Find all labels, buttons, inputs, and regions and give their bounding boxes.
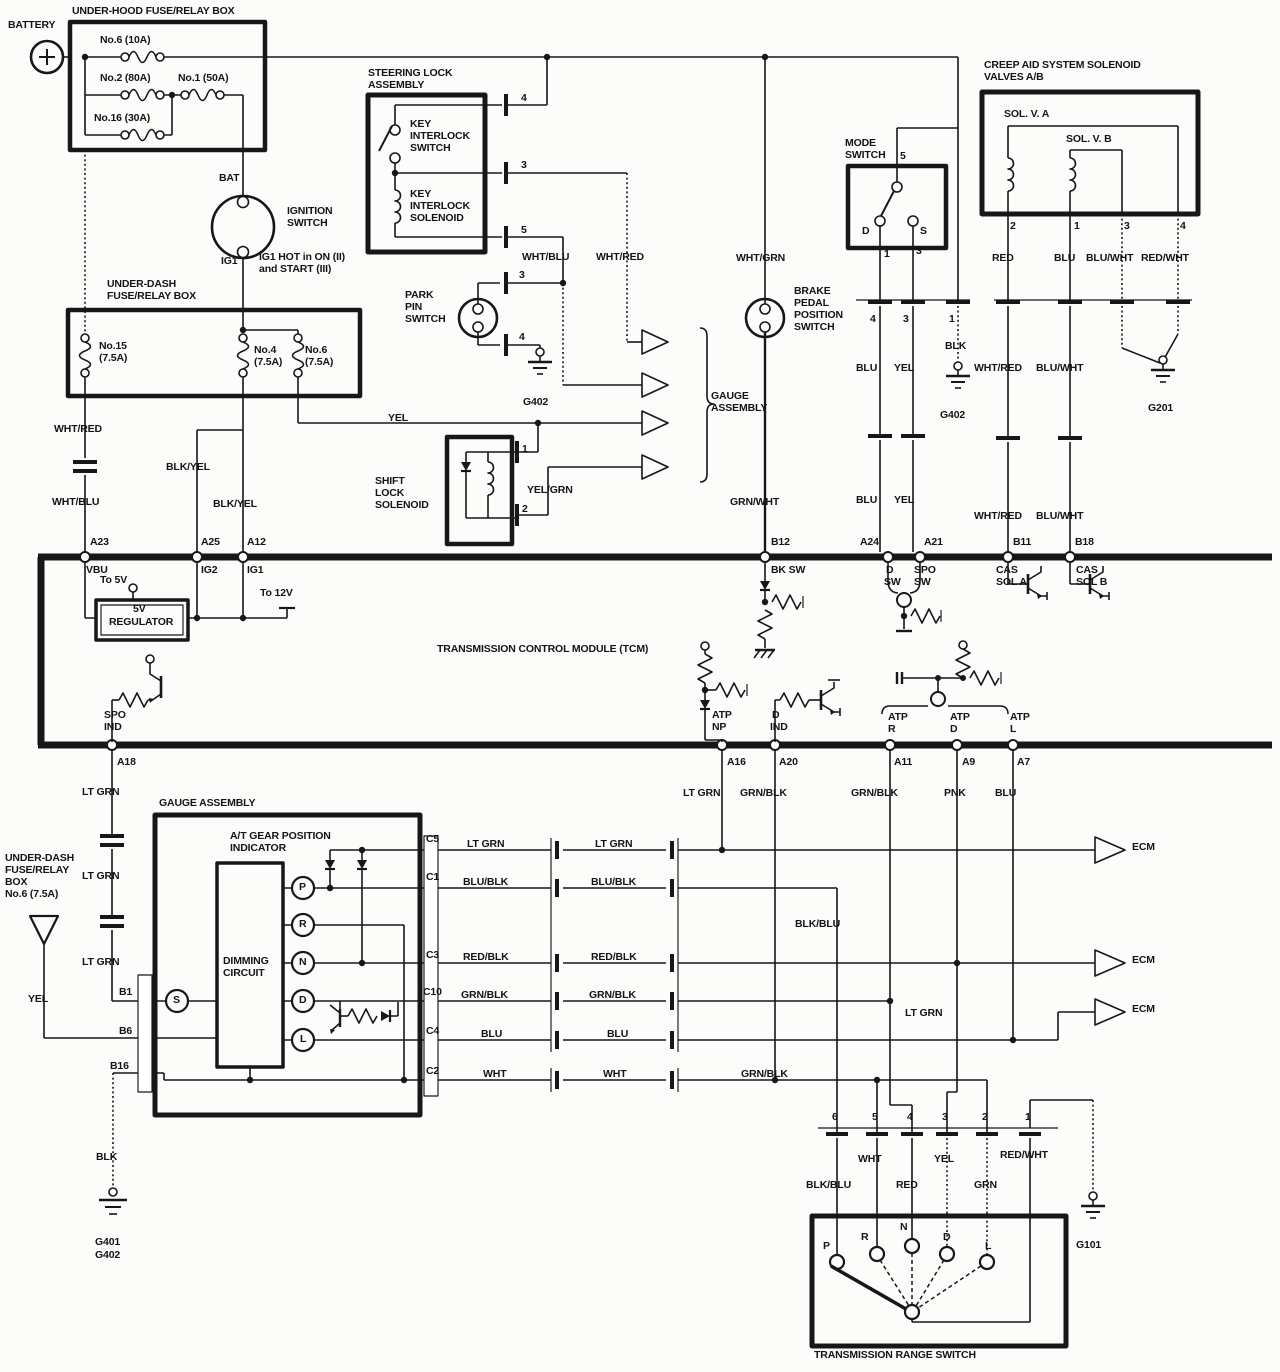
label-s: S xyxy=(920,225,927,237)
label-wht-red: WHT/RED xyxy=(974,510,1022,522)
label-blu: BLU xyxy=(607,1028,629,1040)
label-blu-wht: BLU/WHT xyxy=(1086,252,1134,264)
label-no-6-10a: No.6 (10A) xyxy=(100,34,151,46)
ecm-triangles xyxy=(1095,837,1125,1025)
label-fuse-relay-box: FUSE/RELAY BOX xyxy=(107,290,196,302)
label-c5: C5 xyxy=(426,833,440,845)
label-regulator: REGULATOR xyxy=(109,616,174,628)
label-d: D xyxy=(299,994,307,1006)
label-switch: SWITCH xyxy=(845,149,886,161)
label-blu: BLU xyxy=(856,494,878,506)
label-r: R xyxy=(861,1231,869,1243)
label-blu: BLU xyxy=(481,1028,503,1040)
label-a25: A25 xyxy=(201,536,220,548)
label-s: S xyxy=(173,994,180,1006)
label-no-6: No.6 xyxy=(305,344,328,356)
label-grn-blk: GRN/BLK xyxy=(589,989,636,1001)
label-lt-grn: LT GRN xyxy=(467,838,505,850)
label-2: 2 xyxy=(522,503,528,515)
label-g402: G402 xyxy=(523,396,549,408)
label-red: RED xyxy=(992,252,1014,264)
label-l: L xyxy=(1010,723,1017,735)
label-b16: B16 xyxy=(110,1060,129,1072)
label-to-5v: To 5V xyxy=(100,574,128,586)
label-position: POSITION xyxy=(794,309,843,321)
label-1: 1 xyxy=(1025,1111,1031,1123)
label-d: D xyxy=(886,564,894,576)
label-interlock: INTERLOCK xyxy=(410,130,470,142)
label-lt-grn: LT GRN xyxy=(905,1007,943,1019)
label-5: 5 xyxy=(872,1111,878,1123)
label-solenoid: SOLENOID xyxy=(375,499,429,511)
label-cas: CAS xyxy=(996,564,1018,576)
label-grn: GRN xyxy=(974,1179,997,1191)
transmission-range-switch xyxy=(812,1138,1066,1346)
label-ind: IND xyxy=(104,721,122,733)
label-p: P xyxy=(299,881,306,893)
label-wht-grn: WHT/GRN xyxy=(736,252,786,264)
label-7-5a: (7.5A) xyxy=(305,356,334,368)
label-blk: BLK xyxy=(96,1151,118,1163)
brake-pedal-position-switch xyxy=(746,57,784,553)
label-3: 3 xyxy=(916,245,922,257)
label-ig1: IG1 xyxy=(221,255,238,267)
label-battery: BATTERY xyxy=(8,19,56,31)
label-park: PARK xyxy=(405,289,434,301)
label-l: L xyxy=(300,1033,307,1045)
label-g402: G402 xyxy=(95,1249,121,1261)
label-1: 1 xyxy=(1074,220,1080,232)
label-blu-wht: BLU/WHT xyxy=(1036,510,1084,522)
label-ig2: IG2 xyxy=(201,564,218,576)
label-dimming: DIMMING xyxy=(223,955,269,967)
label-5v: 5V xyxy=(133,603,146,615)
label-red-blk: RED/BLK xyxy=(591,951,637,963)
label-r: R xyxy=(888,723,896,735)
gauge-assembly-amplifiers xyxy=(642,328,714,482)
label-l: L xyxy=(985,1240,992,1252)
label-ecm: ECM xyxy=(1132,954,1155,966)
label-a16: A16 xyxy=(727,756,746,768)
label-d: D xyxy=(772,709,780,721)
label-blk-blu: BLK/BLU xyxy=(806,1179,852,1191)
label-g402: G402 xyxy=(940,409,966,421)
label-valves-a-b: VALVES A/B xyxy=(984,71,1044,83)
label-sol-b: SOL B xyxy=(1076,576,1108,588)
label-n: N xyxy=(900,1221,908,1233)
label-1: 1 xyxy=(949,313,955,325)
label-b6: B6 xyxy=(119,1025,133,1037)
label-4: 4 xyxy=(521,92,527,104)
label-grn-blk: GRN/BLK xyxy=(851,787,898,799)
label-4: 4 xyxy=(1180,220,1186,232)
label-blu-blk: BLU/BLK xyxy=(463,876,509,888)
label-b18: B18 xyxy=(1075,536,1094,548)
label-vbu: VBU xyxy=(86,564,108,576)
label-under-hood-fuse-relay-box: UNDER-HOOD FUSE/RELAY BOX xyxy=(72,5,235,17)
gauge-assembly-box xyxy=(113,815,438,1115)
label-red-blk: RED/BLK xyxy=(463,951,509,963)
label-assembly: ASSEMBLY xyxy=(368,79,425,91)
label-yel-grn: YEL/GRN xyxy=(527,484,573,496)
label-key: KEY xyxy=(410,118,432,130)
label-a21: A21 xyxy=(924,536,943,548)
label-sol-a: SOL A xyxy=(996,576,1027,588)
label-ignition: IGNITION xyxy=(287,205,333,217)
label-bat: BAT xyxy=(219,172,240,184)
label-lt-grn: LT GRN xyxy=(683,787,721,799)
label-transmission-range-switch: TRANSMISSION RANGE SWITCH xyxy=(814,1349,976,1361)
label-4: 4 xyxy=(907,1111,913,1123)
label-3: 3 xyxy=(1124,220,1130,232)
label-wht-red: WHT/RED xyxy=(54,423,102,435)
creep-aid-solenoid-valves xyxy=(982,92,1198,552)
label-lt-grn: LT GRN xyxy=(595,838,633,850)
label-1: 1 xyxy=(522,443,528,455)
vbu-branch xyxy=(73,377,97,552)
label-pnk: PNK xyxy=(944,787,966,799)
label-3: 3 xyxy=(519,269,525,281)
park-pin-switch xyxy=(459,269,566,374)
label-blu: BLU xyxy=(856,362,878,374)
label-cas: CAS xyxy=(1076,564,1098,576)
label-d: D xyxy=(862,225,870,237)
label-a20: A20 xyxy=(779,756,798,768)
label-to-12v: To 12V xyxy=(260,587,293,599)
label-assembly: ASSEMBLY xyxy=(711,402,768,414)
label-grn-blk: GRN/BLK xyxy=(740,787,787,799)
label-4: 4 xyxy=(519,331,525,343)
mode-switch xyxy=(848,57,970,552)
label-yel: YEL xyxy=(388,412,408,424)
label-box: BOX xyxy=(5,876,28,888)
label-pedal: PEDAL xyxy=(794,297,829,309)
label-switch: SWITCH xyxy=(410,142,451,154)
label-a23: A23 xyxy=(90,536,109,548)
label-shift: SHIFT xyxy=(375,475,405,487)
label-p: P xyxy=(823,1240,830,1252)
label-mode: MODE xyxy=(845,137,876,149)
label-c3: C3 xyxy=(426,949,440,961)
label-spo: SPO xyxy=(914,564,936,576)
label-sw: SW xyxy=(884,576,901,588)
label-a18: A18 xyxy=(117,756,136,768)
label-atp: ATP xyxy=(712,709,732,721)
label-c10: C10 xyxy=(423,986,442,998)
label-1: 1 xyxy=(884,248,890,260)
label-brake: BRAKE xyxy=(794,285,831,297)
label-sw: SW xyxy=(914,576,931,588)
label-bk-sw: BK SW xyxy=(771,564,806,576)
label-blk-blu: BLK/BLU xyxy=(795,918,841,930)
label-fuse-relay: FUSE/RELAY xyxy=(5,864,70,876)
label-atp: ATP xyxy=(1010,711,1030,723)
label-c4: C4 xyxy=(426,1025,440,1037)
label-a24: A24 xyxy=(860,536,879,548)
label-steering-lock: STEERING LOCK xyxy=(368,67,453,79)
label-wht-red: WHT/RED xyxy=(974,362,1022,374)
label-ecm: ECM xyxy=(1132,1003,1155,1015)
label-a7: A7 xyxy=(1017,756,1031,768)
label-blu-wht: BLU/WHT xyxy=(1036,362,1084,374)
label-blk: BLK xyxy=(945,340,967,352)
label-creep-aid-system-solenoid: CREEP AID SYSTEM SOLENOID xyxy=(984,59,1141,71)
label-4: 4 xyxy=(870,313,876,325)
label-5: 5 xyxy=(900,150,906,162)
label-circuit: CIRCUIT xyxy=(223,967,265,979)
label-2: 2 xyxy=(982,1111,988,1123)
label-red-wht: RED/WHT xyxy=(1000,1149,1048,1161)
label-np: NP xyxy=(712,721,727,733)
label-7-5a: (7.5A) xyxy=(254,356,283,368)
label-b11: B11 xyxy=(1013,536,1032,548)
label-no-15: No.15 xyxy=(99,340,127,352)
label-3: 3 xyxy=(942,1111,948,1123)
label-yel: YEL xyxy=(934,1153,954,1165)
label-sol-v-b: SOL. V. B xyxy=(1066,133,1112,145)
label-transmission-control-module-tcm: TRANSMISSION CONTROL MODULE (TCM) xyxy=(437,643,649,655)
label-no-16-30a: No.16 (30A) xyxy=(94,112,151,124)
label-indicator: INDICATOR xyxy=(230,842,287,854)
label-atp: ATP xyxy=(888,711,908,723)
label-b12: B12 xyxy=(771,536,790,548)
label-3: 3 xyxy=(521,159,527,171)
label-d: D xyxy=(950,723,958,735)
label-no-2-80a: No.2 (80A) xyxy=(100,72,151,84)
label-lt-grn: LT GRN xyxy=(82,956,120,968)
label-atp: ATP xyxy=(950,711,970,723)
label-7-5a: (7.5A) xyxy=(99,352,128,364)
label-g101: G101 xyxy=(1076,1239,1102,1251)
under-dash-fuse-triangle xyxy=(30,916,138,1038)
label-grn-wht: GRN/WHT xyxy=(730,496,780,508)
label-ig1-hot-in-on-ii: IG1 HOT in ON (II) xyxy=(259,251,345,263)
label-2: 2 xyxy=(1010,220,1016,232)
label-switch: SWITCH xyxy=(287,217,328,229)
label-lt-grn: LT GRN xyxy=(82,870,120,882)
label-red-wht: RED/WHT xyxy=(1141,252,1189,264)
label-n: N xyxy=(299,956,307,968)
label-wht: WHT xyxy=(603,1068,627,1080)
label-blu: BLU xyxy=(1054,252,1076,264)
label-and-start-iii: and START (III) xyxy=(259,263,332,275)
label-ecm: ECM xyxy=(1132,841,1155,853)
label-solenoid: SOLENOID xyxy=(410,212,464,224)
label-blu: BLU xyxy=(995,787,1017,799)
label-wht: WHT xyxy=(858,1153,882,1165)
label-d: D xyxy=(943,1231,951,1243)
label-yel: YEL xyxy=(894,362,914,374)
label-pin: PIN xyxy=(405,301,423,313)
label-no-6-7-5a: No.6 (7.5A) xyxy=(5,888,59,900)
label-blk-yel: BLK/YEL xyxy=(213,498,257,510)
label-ind: IND xyxy=(770,721,788,733)
label-wht-blu: WHT/BLU xyxy=(52,496,100,508)
label-3: 3 xyxy=(903,313,909,325)
label-yel: YEL xyxy=(28,993,48,1005)
label-under-dash: UNDER-DASH xyxy=(5,852,75,864)
label-grn-blk: GRN/BLK xyxy=(741,1068,788,1080)
label-ig1: IG1 xyxy=(247,564,264,576)
label-sol-v-a: SOL. V. A xyxy=(1004,108,1050,120)
label-red: RED xyxy=(896,1179,918,1191)
label-grn-blk: GRN/BLK xyxy=(461,989,508,1001)
label-c2: C2 xyxy=(426,1065,440,1077)
label-a9: A9 xyxy=(962,756,976,768)
label-g401: G401 xyxy=(95,1236,121,1248)
battery-icon xyxy=(31,41,70,73)
label-lt-grn: LT GRN xyxy=(82,786,120,798)
label-a-t-gear-position: A/T GEAR POSITION xyxy=(230,830,331,842)
label-6: 6 xyxy=(832,1111,838,1123)
label-wht: WHT xyxy=(483,1068,507,1080)
label-under-dash: UNDER-DASH xyxy=(107,278,177,290)
label-a12: A12 xyxy=(247,536,266,548)
label-interlock: INTERLOCK xyxy=(410,200,470,212)
label-blk-yel: BLK/YEL xyxy=(166,461,210,473)
label-a11: A11 xyxy=(894,756,913,768)
label-wht-blu: WHT/BLU xyxy=(522,251,570,263)
label-switch: SWITCH xyxy=(405,313,446,325)
blk-ground xyxy=(99,1073,127,1214)
label-g201: G201 xyxy=(1148,402,1174,414)
label-gauge-assembly: GAUGE ASSEMBLY xyxy=(159,797,256,809)
label-c1: C1 xyxy=(426,871,440,883)
label-yel: YEL xyxy=(894,494,914,506)
label-no-1-50a: No.1 (50A) xyxy=(178,72,229,84)
label-gauge: GAUGE xyxy=(711,390,749,402)
label-key: KEY xyxy=(410,188,432,200)
label-no-4: No.4 xyxy=(254,344,277,356)
label-b1: B1 xyxy=(119,986,133,998)
label-spo: SPO xyxy=(104,709,126,721)
label-r: R xyxy=(299,918,307,930)
label-blu-blk: BLU/BLK xyxy=(591,876,637,888)
label-5: 5 xyxy=(521,224,527,236)
label-switch: SWITCH xyxy=(794,321,835,333)
label-wht-red: WHT/RED xyxy=(596,251,644,263)
label-lock: LOCK xyxy=(375,487,405,499)
